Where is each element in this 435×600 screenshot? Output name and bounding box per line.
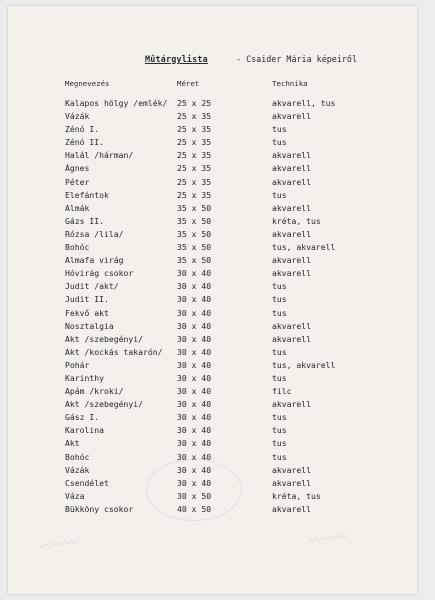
- table-row: [8, 308, 417, 321]
- artwork-technique: akvarell: [272, 163, 311, 174]
- artwork-name: Rózsa /lila/: [65, 228, 124, 239]
- artwork-technique: akvarell: [272, 503, 311, 514]
- artwork-technique: tus: [272, 346, 287, 357]
- artwork-size: 30 x 40: [177, 294, 212, 305]
- artwork-technique: akvarell: [272, 399, 311, 410]
- artwork-size: 25 x 35: [177, 137, 212, 148]
- artwork-size: 30 x 40: [177, 438, 212, 449]
- artwork-size: 30 x 40: [177, 307, 212, 318]
- table-row: [8, 438, 417, 451]
- document-subtitle: - Csaider Mária képeiről: [236, 54, 358, 64]
- artwork-technique: akvarell: [272, 228, 311, 239]
- artwork-size: 30 x 40: [177, 372, 212, 383]
- artwork-size: 35 x 50: [177, 228, 212, 239]
- header-name: Megnevezés: [65, 79, 110, 88]
- artwork-size: 30 x 40: [177, 346, 212, 357]
- artwork-name: Judit /akt/: [65, 281, 119, 292]
- artwork-size: 30 x 40: [177, 320, 212, 331]
- artwork-technique: akvarell: [272, 111, 311, 122]
- artwork-technique: akvarell: [272, 150, 311, 161]
- artwork-technique: akvarell: [272, 255, 311, 266]
- artwork-size: 25 x 35: [177, 150, 212, 161]
- artwork-size: 30 x 50: [177, 490, 212, 501]
- artwork-technique: akvarell: [272, 202, 311, 213]
- artwork-size: 30 x 40: [177, 412, 212, 423]
- artwork-name: Gász I.: [65, 412, 100, 423]
- artwork-technique: tus: [272, 189, 287, 200]
- artwork-size: 35 x 50: [177, 215, 212, 226]
- artwork-size: 25 x 35: [177, 163, 212, 174]
- artwork-technique: filc: [272, 386, 292, 397]
- artwork-technique: tus: [272, 412, 287, 423]
- artwork-technique: kréta, tus: [272, 215, 321, 226]
- artwork-technique: tus, akvarell: [272, 242, 336, 253]
- table-row: [8, 373, 417, 386]
- table-row: [8, 177, 417, 190]
- artwork-name: Bohóc: [65, 451, 90, 462]
- artwork-technique: akvarell: [272, 176, 311, 187]
- table-row: [8, 124, 417, 137]
- table-row: [8, 360, 417, 373]
- artwork-size: 30 x 40: [177, 281, 212, 292]
- faint-signature-right: 〰〰〰: [307, 529, 348, 549]
- table-row: [8, 386, 417, 399]
- artwork-name: Akt /szebegényi/: [65, 333, 143, 344]
- artwork-size: 30 x 40: [177, 451, 212, 462]
- artwork-name: Karinthy: [65, 372, 104, 383]
- artwork-name: Apám /kroki/: [65, 386, 124, 397]
- artwork-name: Bohóc: [65, 242, 90, 253]
- artwork-size: 30 x 40: [177, 425, 212, 436]
- faint-signature-left: 〰〰〰: [37, 535, 79, 556]
- artwork-size: 30 x 40: [177, 333, 212, 344]
- artwork-list: [8, 98, 417, 517]
- artwork-name: Nosztalgia: [65, 320, 114, 331]
- artwork-size: 30 x 40: [177, 386, 212, 397]
- document-title: Műtárgylista: [145, 54, 208, 64]
- artwork-size: 30 x 40: [177, 268, 212, 279]
- header-technique: Technika: [272, 79, 308, 88]
- table-row: [8, 412, 417, 425]
- artwork-name: Zénó I.: [65, 124, 100, 135]
- artwork-size: 35 x 50: [177, 202, 212, 213]
- artwork-size: 30 x 40: [177, 464, 212, 475]
- table-row: [8, 268, 417, 281]
- artwork-name: Akt: [65, 438, 80, 449]
- artwork-name: Hóvirág csokor: [65, 268, 134, 279]
- table-row: [8, 347, 417, 360]
- artwork-name: Halál /hárman/: [65, 150, 134, 161]
- table-row: [8, 98, 417, 111]
- table-row: [8, 216, 417, 229]
- artwork-name: Gázs II.: [65, 215, 104, 226]
- artwork-size: 40 x 50: [177, 503, 212, 514]
- artwork-size: 30 x 40: [177, 399, 212, 410]
- artwork-technique: tus: [272, 372, 287, 383]
- artwork-technique: tus: [272, 294, 287, 305]
- table-row: [8, 281, 417, 294]
- table-row: [8, 137, 417, 150]
- artwork-name: Karolina: [65, 425, 104, 436]
- artwork-size: 30 x 40: [177, 477, 212, 488]
- artwork-name: Fekvő akt: [65, 307, 109, 318]
- artwork-name: Bükköny csokor: [65, 503, 134, 514]
- artwork-name: Almák: [65, 202, 90, 213]
- artwork-technique: tus, akvarell: [272, 359, 336, 370]
- table-row: [8, 321, 417, 334]
- artwork-size: 25 x 35: [177, 111, 212, 122]
- artwork-name: Vázák: [65, 464, 90, 475]
- table-row: [8, 203, 417, 216]
- artwork-name: Váza: [65, 490, 85, 501]
- table-row: [8, 163, 417, 176]
- artwork-name: Judit II.: [65, 294, 109, 305]
- artwork-size: 35 x 50: [177, 242, 212, 253]
- artwork-technique: tus: [272, 281, 287, 292]
- artwork-name: Pohár: [65, 359, 90, 370]
- table-row: [8, 111, 417, 124]
- artwork-size: 25 x 35: [177, 176, 212, 187]
- artwork-name: Akt /kockás takarón/: [65, 346, 163, 357]
- table-row: [8, 399, 417, 412]
- artwork-technique: akvarell: [272, 320, 311, 331]
- artwork-technique: akvarell, tus: [272, 98, 336, 108]
- artwork-technique: tus: [272, 124, 287, 135]
- header-size: Méret: [177, 79, 200, 88]
- artwork-name: Csendélet: [65, 477, 109, 488]
- artwork-size: 25 x 25: [177, 98, 212, 108]
- artwork-name: Kalapos hölgy /emlék/: [65, 98, 168, 108]
- artwork-name: Péter: [65, 176, 90, 187]
- artwork-size: 25 x 35: [177, 189, 212, 200]
- table-row: [8, 242, 417, 255]
- artwork-name: Almafa virág: [65, 255, 124, 266]
- artwork-name: Elefántok: [65, 189, 109, 200]
- artwork-technique: tus: [272, 307, 287, 318]
- table-row: [8, 255, 417, 268]
- artwork-technique: tus: [272, 137, 287, 148]
- artwork-technique: akvarell: [272, 464, 311, 475]
- document-page: [8, 6, 417, 594]
- faint-stamp: [146, 459, 242, 521]
- artwork-technique: akvarell: [272, 268, 311, 279]
- artwork-technique: akvarell: [272, 477, 311, 488]
- artwork-technique: kréta, tus: [272, 490, 321, 501]
- table-row: [8, 334, 417, 347]
- artwork-name: Akt /szebegényi/: [65, 399, 143, 410]
- table-row: [8, 294, 417, 307]
- artwork-technique: akvarell: [272, 333, 311, 344]
- artwork-size: 25 x 35: [177, 124, 212, 135]
- artwork-name: Zénó II.: [65, 137, 104, 148]
- artwork-size: 35 x 50: [177, 255, 212, 266]
- artwork-name: Vázák: [65, 111, 90, 122]
- artwork-technique: tus: [272, 438, 287, 449]
- table-row: [8, 150, 417, 163]
- table-row: [8, 229, 417, 242]
- artwork-size: 30 x 40: [177, 359, 212, 370]
- table-row: [8, 190, 417, 203]
- table-row: [8, 425, 417, 438]
- artwork-technique: tus: [272, 451, 287, 462]
- artwork-technique: tus: [272, 425, 287, 436]
- artwork-name: Ágnes: [65, 163, 90, 174]
